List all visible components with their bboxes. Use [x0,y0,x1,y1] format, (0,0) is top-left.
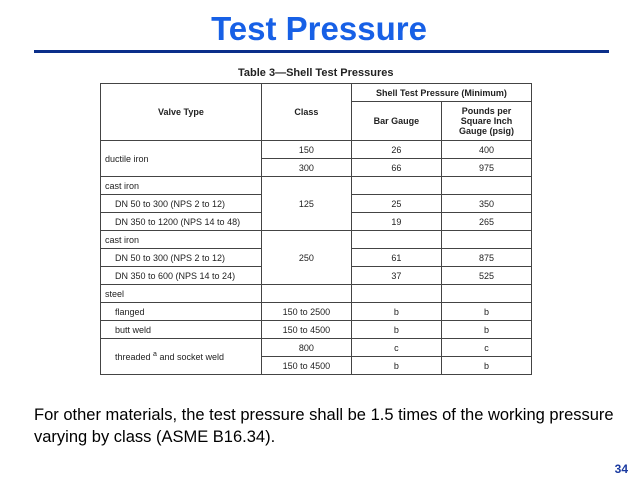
cell-class: 150 to 4500 [261,357,351,375]
row-label: flanged [101,303,262,321]
cell-bar: b [351,303,441,321]
cell-class: 150 [261,141,351,159]
header-shell-test: Shell Test Pressure (Minimum) [351,84,531,102]
cell-class: 125 [261,177,351,231]
row-label: steel [101,285,262,303]
cell-psig: b [441,357,531,375]
shell-test-pressure-table [100,83,532,375]
table-row [101,303,532,321]
header-bar-gauge: Bar Gauge [351,102,441,141]
cell-class: 300 [261,159,351,177]
body-paragraph: For other materials, the test pressure shall be 1.5 times of the working pressure varying by class (ASME B16.34). [34,406,614,446]
row-label: ductile iron [101,141,262,177]
table-row [101,177,532,195]
cell-psig: 875 [441,249,531,267]
cell-psig: 975 [441,159,531,177]
cell-psig: b [441,321,531,339]
row-label: DN 50 to 300 (NPS 2 to 12) [101,195,262,213]
footnote-marker: a [153,351,157,358]
cell-class: 800 [261,339,351,357]
cell-bar: 19 [351,213,441,231]
cell-psig: 265 [441,213,531,231]
header-psig: Pounds per Square Inch Gauge (psig) [441,102,531,141]
cell-bar: 25 [351,195,441,213]
cell-bar: 66 [351,159,441,177]
cell-bar: b [351,357,441,375]
cell-psig: c [441,339,531,357]
row-label: cast iron [101,231,262,249]
row-label: threaded $^a$ and socket weld [101,339,262,375]
cell-class: 150 to 2500 [261,303,351,321]
row-label: cast iron [101,177,262,195]
cell-bar: 26 [351,141,441,159]
title-divider [34,50,609,53]
cell-psig: 525 [441,267,531,285]
table-caption: Table 3—Shell Test Pressures [238,67,394,79]
slide-title: Test Pressure [211,10,427,47]
table-row [101,321,532,339]
cell-bar: 61 [351,249,441,267]
cell-psig: 350 [441,195,531,213]
header-class: Class [261,84,351,141]
cell-bar: b [351,321,441,339]
table-row [101,231,532,249]
cell-psig: b [441,303,531,321]
row-label: DN 350 to 600 (NPS 14 to 24) [101,267,262,285]
table-row [101,339,532,357]
cell-class: 150 to 4500 [261,321,351,339]
cell-bar: c [351,339,441,357]
table-row [101,141,532,159]
row-label: butt weld [101,321,262,339]
cell-class: 250 [261,231,351,285]
cell-bar: 37 [351,267,441,285]
page-number: 34 [614,462,628,476]
table-row [101,285,532,303]
cell-psig: 400 [441,141,531,159]
row-label: DN 50 to 300 (NPS 2 to 12) [101,249,262,267]
header-valve-type: Valve Type [101,84,262,141]
row-label: DN 350 to 1200 (NPS 14 to 48) [101,213,262,231]
